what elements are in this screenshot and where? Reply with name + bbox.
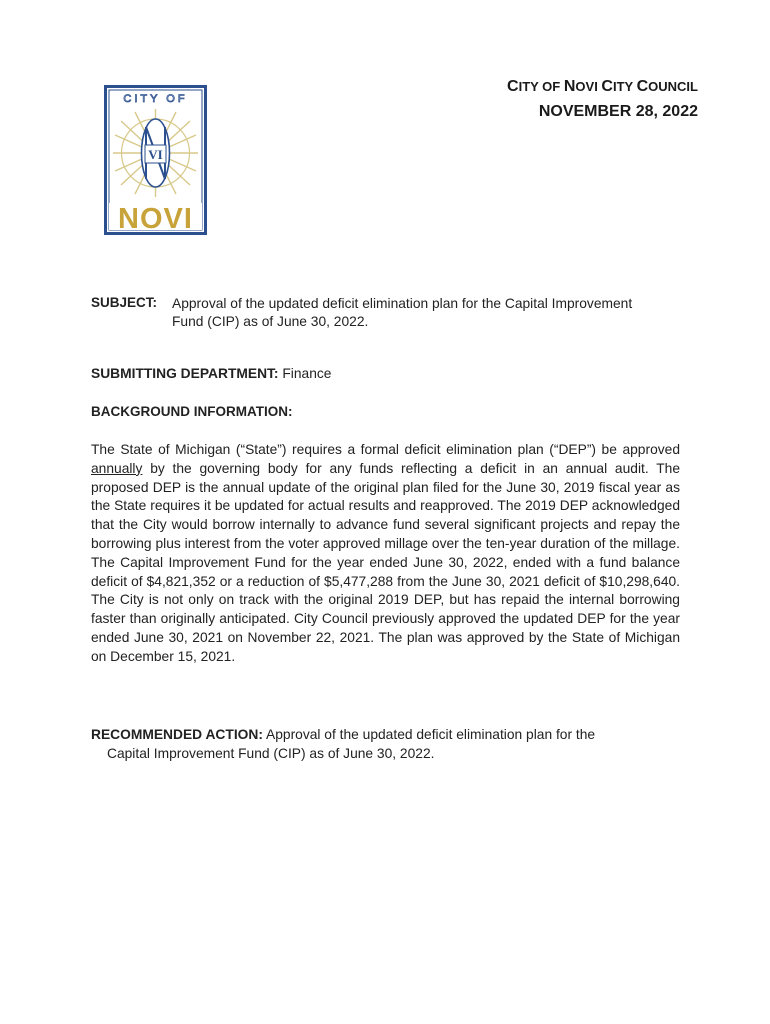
submitting-department xyxy=(91,366,331,381)
background-text-rest: by the governing body for any funds reflecting a deficit in an annual audit. The proposed DEP is the annual update of the original plan filed for the June 30, 2019 fiscal year as the State requires it be updated for actual results and reapproved. The 2019 DEP acknowledged that the City would borrow internally to advance fund several significant projects and repay the borrowing plus interest from the voter approved millage over the ten-year duration of the millage. The Capital Improvement Fund for the year ended June 30, 2022, ended with a fund balance deficit of $4,821,352 or a reduction of $5,477,288 from the June 30, 2021 deficit of $10,298,640. The City is not only on track with the original 2019 DEP, but has repaid the internal borrowing faster than originally anticipated. City Council previously approved the updated DEP for the year ended June 30, 2021 on November 22, 2021. The plan was approved by the State of Michigan on December 15, 2021. xyxy=(91,460,680,664)
logo-emblem-text: VI xyxy=(148,147,163,162)
title-letter: C xyxy=(636,78,649,95)
recommended-label: RECOMMENDED ACTION: xyxy=(91,727,263,742)
logo-novi: NOVI xyxy=(118,203,193,235)
recommended-action xyxy=(91,725,651,763)
subject-label: SUBJECT: xyxy=(91,295,158,310)
recommended-line1: Approval of the updated deficit elimination plan for the xyxy=(262,727,596,742)
title-part: ITY OF xyxy=(518,79,564,94)
title-part: ITY xyxy=(612,79,637,94)
logo-city-of: CITY OF xyxy=(123,93,188,105)
meeting-date: NOVEMBER 28, 2022 xyxy=(538,103,698,120)
department-label: SUBMITTING DEPARTMENT: xyxy=(91,366,279,381)
department-value: Finance xyxy=(278,366,332,381)
recommended-line2: Capital Improvement Fund (CIP) as of June 30, 2022. xyxy=(107,746,435,761)
background-underlined-word: annually xyxy=(91,460,143,476)
title-letter: N xyxy=(563,78,576,95)
background-text xyxy=(91,441,680,667)
title-letter: C xyxy=(601,78,613,95)
subject-text: Approval of the updated deficit elimination plan for the Capital Improvement Fund (CIP) as of June 30, 2022. xyxy=(172,296,633,329)
city-seal-icon xyxy=(104,85,207,235)
title-part: OVI xyxy=(575,79,602,94)
city-of-novi-logo xyxy=(104,85,207,235)
background-text-start: The State of Michigan (“State”) requires a formal deficit elimination plan (“DEP”) be approved xyxy=(91,442,680,457)
document-header xyxy=(507,74,698,124)
title-letter: C xyxy=(507,78,519,95)
council-title xyxy=(507,74,698,99)
background-label: BACKGROUND INFORMATION: xyxy=(91,404,293,419)
title-part: OUNCIL xyxy=(648,79,698,94)
